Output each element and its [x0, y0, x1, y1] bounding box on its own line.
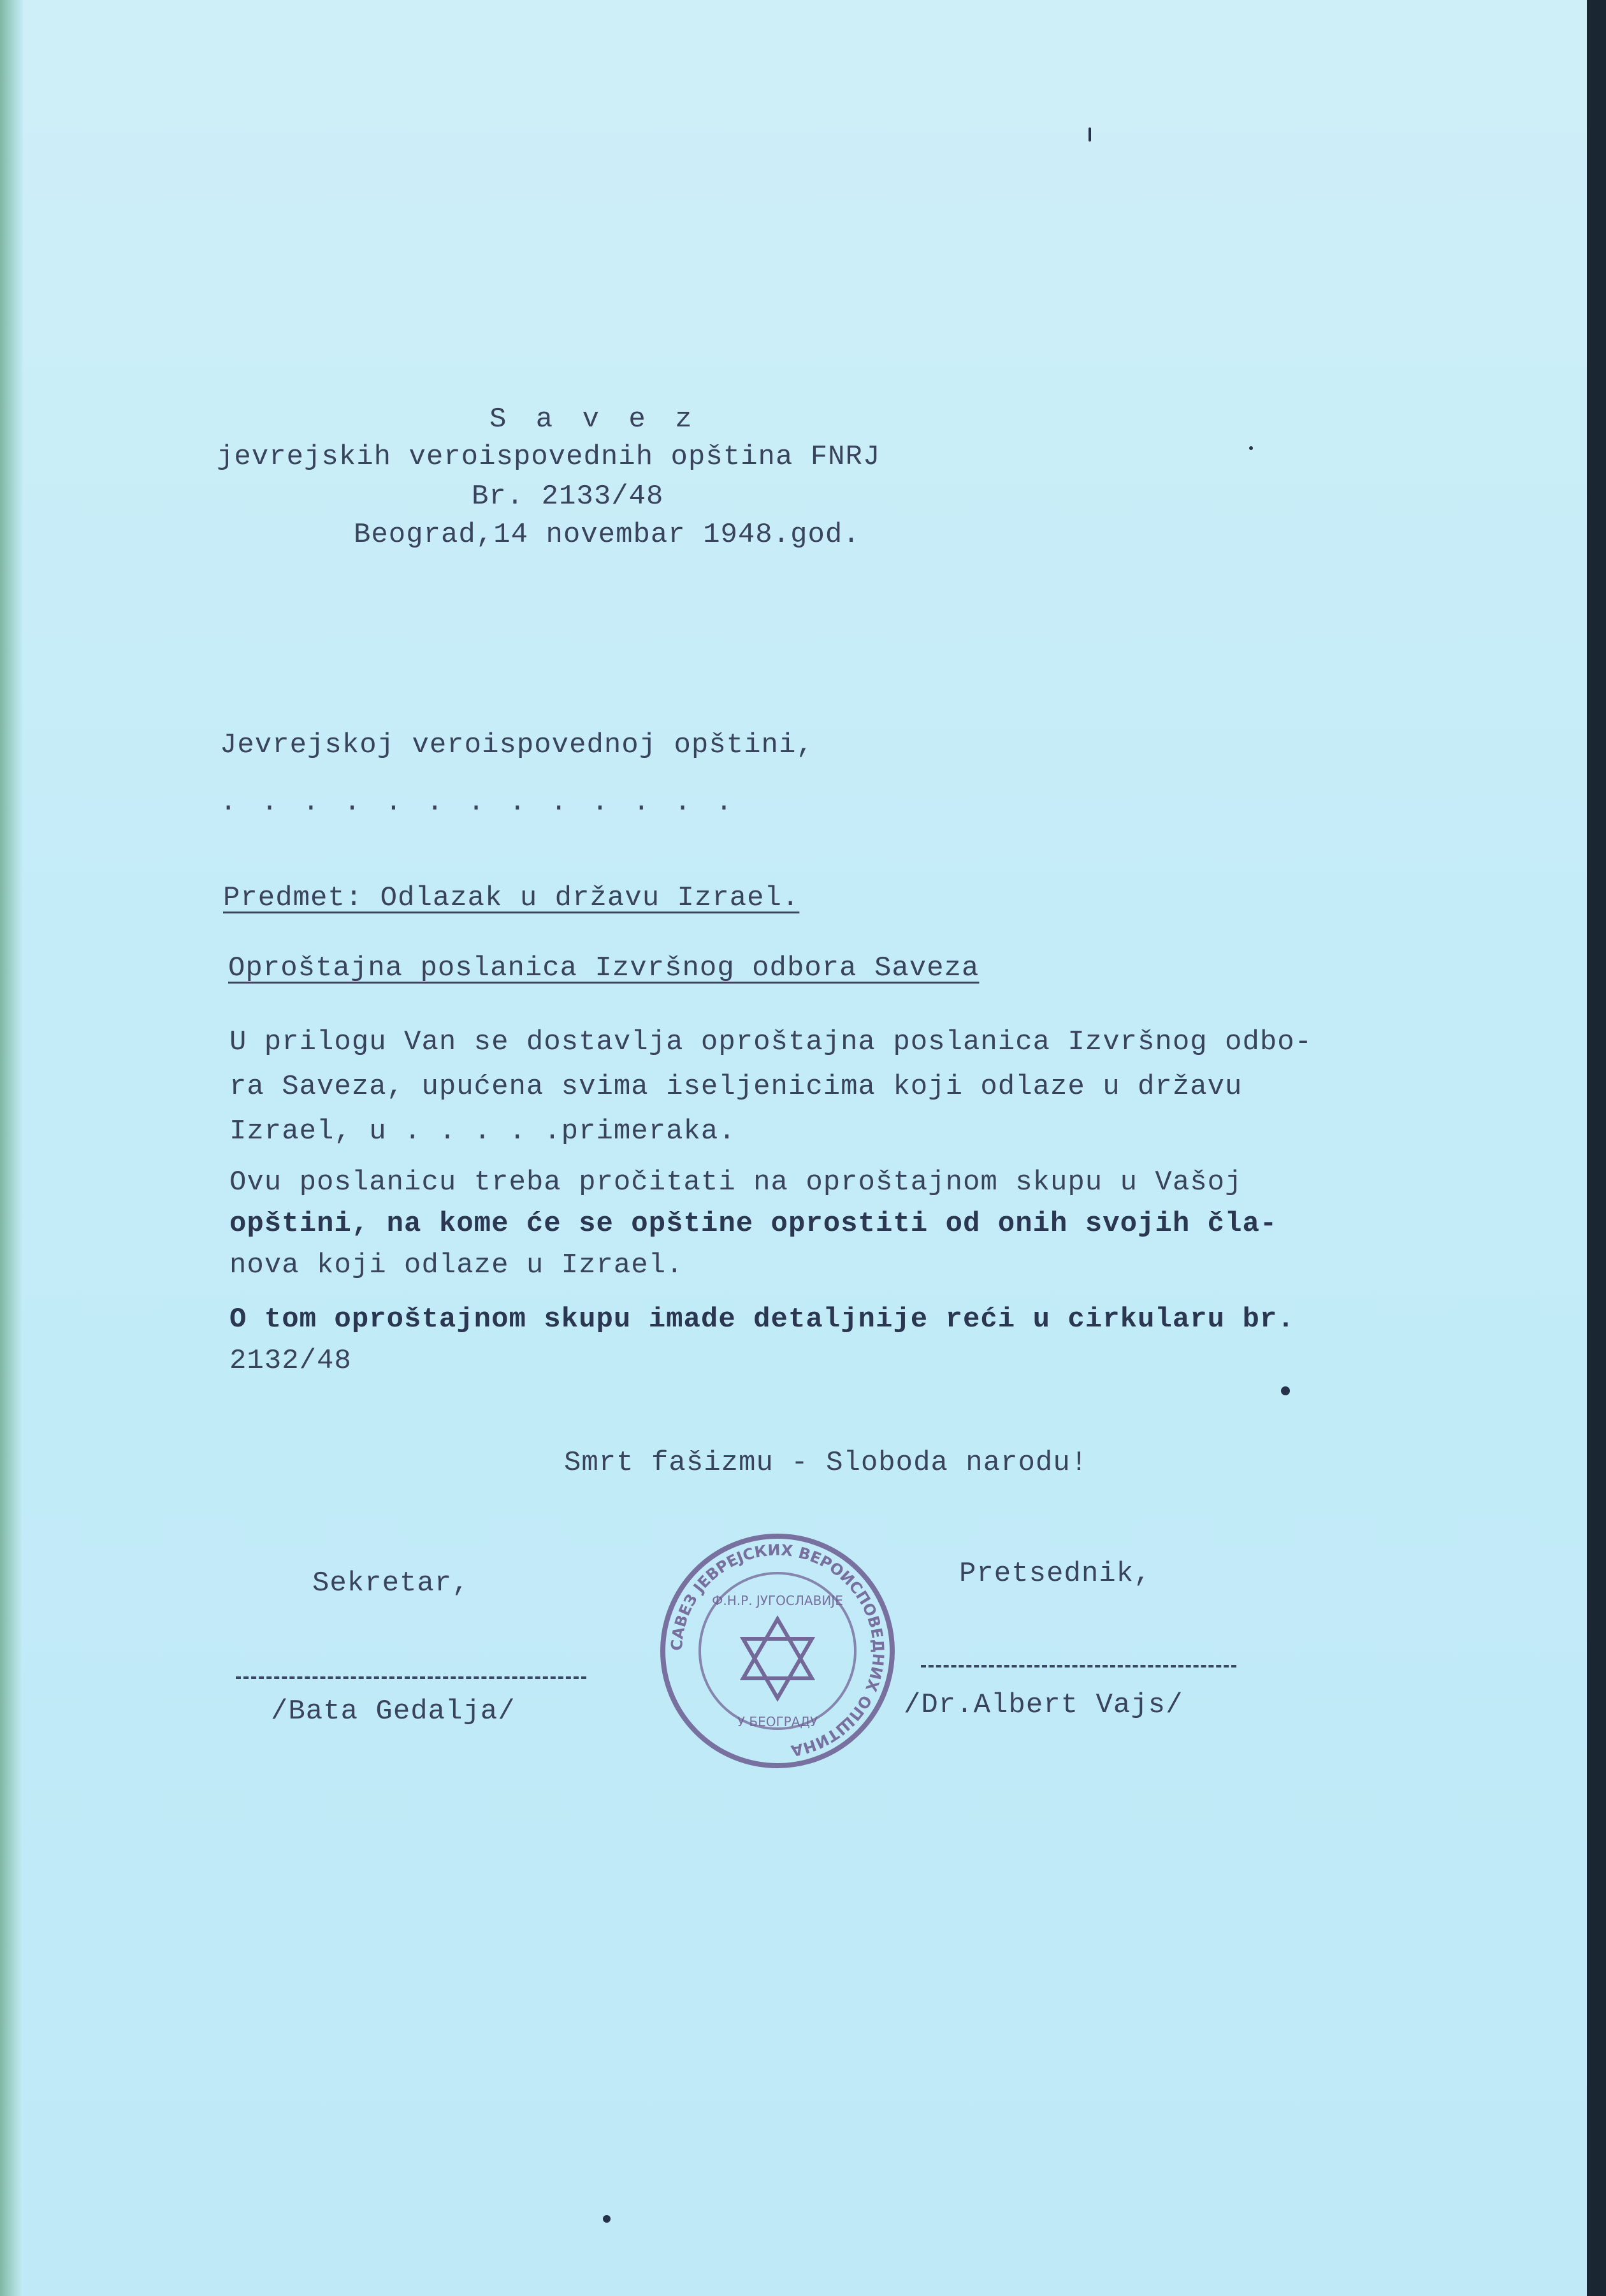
place-date: Beograd,14 novembar 1948.god.: [354, 519, 860, 551]
body-paragraph-2-line-1: Ovu poslanicu treba pročitati na oproštajnom skupu u Vašoj: [229, 1166, 1243, 1198]
body-paragraph-1-line-1: U prilogu Van se dostavlja oproštajna poslanica Izvršnog odbo-: [229, 1026, 1313, 1058]
president-name: /Dr.Albert Vajs/: [904, 1689, 1183, 1721]
org-subtitle: jevrejskih veroispovednih opština FNRJ: [217, 441, 881, 473]
body-paragraph-1-line-2: ra Saveza, upućena svima iseljenicima koji odlaze u državu: [229, 1071, 1243, 1103]
body-paragraph-2-line-3: nova koji odlaze u Izrael.: [229, 1249, 684, 1281]
subject-line: Predmet: Odlazak u državu Izrael.: [223, 882, 800, 914]
official-stamp: [650, 1523, 905, 1778]
president-signature-line: [921, 1665, 1236, 1668]
star-of-david-icon: [743, 1619, 812, 1698]
scan-speck: [603, 2215, 611, 2223]
body-paragraph-3-line-2: 2132/48: [229, 1345, 352, 1377]
addressee: Jevrejskoj veroispovednoj opštini,: [220, 729, 814, 761]
scan-speck: [1249, 446, 1253, 450]
reference-number: Br. 2133/48: [472, 481, 664, 512]
scan-border: [1587, 0, 1606, 2296]
body-paragraph-3-line-1: O tom oproštajnom skupu imade detaljnije reći u cirkularu br.: [229, 1304, 1295, 1335]
scan-speck: [1281, 1386, 1290, 1395]
scan-edge-strip: [0, 0, 23, 2296]
president-title: Pretsednik,: [959, 1558, 1152, 1590]
secretary-title: Sekretar,: [312, 1567, 470, 1599]
stamp-ring-text: САВЕЗ ЈЕВРЕЈСКИХ ВЕРОИСПОВЕДНИХ ОПШТИНА: [667, 1541, 888, 1760]
body-paragraph-2-line-2: opštini, na kome će se opštine oprostiti od onih svojih čla-: [229, 1208, 1278, 1240]
org-title: S a v e z: [489, 403, 698, 435]
addressee-placeholder: . . . . . . . . . . . . .: [220, 787, 737, 818]
closing-slogan: Smrt fašizmu - Sloboda narodu!: [564, 1447, 1089, 1479]
stamp-bottom-text: У БЕОГРАДУ: [737, 1714, 818, 1729]
scan-speck: [1089, 127, 1091, 142]
subject-title: Oproštajna poslanica Izvršnog odbora Saveza: [228, 952, 980, 984]
body-paragraph-1-line-3: Izrael, u . . . . .primeraka.: [229, 1115, 736, 1147]
stamp-inner-text: Ф.Н.Р. ЈУГОСЛАВИЈЕ: [712, 1593, 843, 1608]
secretary-signature-line: [236, 1676, 586, 1679]
secretary-name: /Bata Gedalja/: [271, 1696, 516, 1727]
